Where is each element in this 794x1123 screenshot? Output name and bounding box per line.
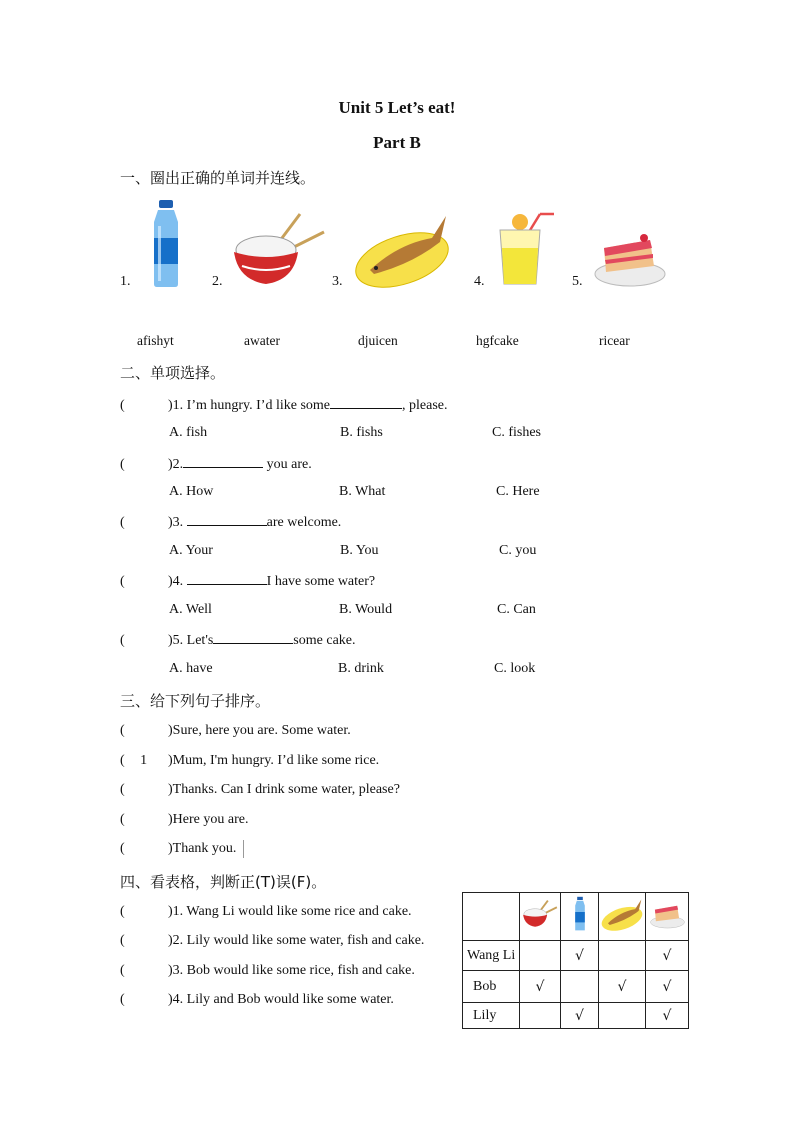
- table-cell: [520, 941, 561, 971]
- option: B. drink: [338, 661, 384, 676]
- table-cell: [599, 1003, 646, 1029]
- question-2: ( )2. you are.: [120, 457, 312, 472]
- option: B. fishs: [340, 425, 383, 440]
- option: A. How: [169, 484, 214, 499]
- row-name: Wang Li: [463, 941, 520, 971]
- item-number: 4.: [474, 274, 485, 289]
- section2-heading: 二、单项选择。: [120, 364, 226, 382]
- page-subtitle: Part B: [373, 133, 421, 152]
- answer-paren[interactable]: (: [120, 812, 125, 827]
- scrambled-word: afishyt: [137, 333, 174, 348]
- tf-statement: ( )2. Lily would like some water, fish and cake.: [120, 933, 425, 948]
- option: A. Your: [169, 543, 213, 558]
- option: A. have: [169, 661, 213, 676]
- item-number: 5.: [572, 274, 583, 289]
- option: C. look: [494, 661, 536, 676]
- table-row: [463, 941, 689, 971]
- ordering-item: ( )Here you are.: [120, 812, 249, 827]
- table-cell: √: [646, 971, 689, 1003]
- cake-icon: [592, 226, 666, 288]
- scrambled-word: awater: [244, 333, 280, 348]
- option: B. You: [340, 543, 379, 558]
- table-cell: [599, 941, 646, 971]
- option: B. What: [339, 484, 386, 499]
- answer-paren[interactable]: (: [120, 841, 125, 856]
- table-cell: √: [646, 941, 689, 971]
- blank: [213, 631, 293, 644]
- question-4: ( )4. I have some water?: [120, 574, 376, 589]
- question-3: ( )3. are welcome.: [120, 515, 342, 530]
- answer-paren[interactable]: (: [120, 963, 125, 978]
- food-table: [462, 892, 689, 1029]
- question-1: ( )1. I’m hungry. I’d like some , please.: [120, 398, 448, 413]
- section1-heading: 一、圈出正确的单词并连线。: [120, 169, 316, 187]
- table-cell: √: [599, 971, 646, 1003]
- option: C. you: [499, 543, 537, 558]
- item-number: 2.: [212, 274, 223, 289]
- answer-paren[interactable]: (: [120, 992, 125, 1007]
- table-cell: [520, 1003, 561, 1029]
- item-number: 3.: [332, 274, 343, 289]
- answer-paren[interactable]: (: [120, 515, 125, 530]
- water-bottle-icon: [572, 894, 588, 934]
- option: A. Well: [169, 602, 212, 617]
- table-header-cell: [561, 893, 599, 941]
- answer-paren[interactable]: (: [120, 574, 125, 589]
- text-cursor: [243, 840, 244, 858]
- option: C. fishes: [492, 425, 541, 440]
- answer-paren[interactable]: (: [120, 633, 125, 648]
- page-title: Unit 5 Let’s eat!: [338, 98, 456, 117]
- item-number: 1.: [120, 274, 131, 289]
- scrambled-word: ricear: [599, 333, 630, 348]
- juice-glass-icon: [494, 210, 558, 286]
- answer-paren[interactable]: (: [120, 723, 125, 738]
- blank: [187, 572, 267, 585]
- table-row: [463, 971, 689, 1003]
- table-cell: √: [646, 1003, 689, 1029]
- table-corner: [463, 893, 520, 941]
- fish-plate-icon: [352, 208, 452, 290]
- answer-paren[interactable]: (: [120, 457, 125, 472]
- water-bottle-icon: [146, 198, 186, 288]
- option: B. Would: [339, 602, 393, 617]
- table-cell: √: [520, 971, 561, 1003]
- table-cell: √: [561, 1003, 599, 1029]
- ordering-item: ( )Thanks. Can I drink some water, please?: [120, 782, 400, 797]
- answer-paren[interactable]: (: [120, 782, 125, 797]
- rice-bowl-icon: [521, 899, 559, 929]
- option: C. Here: [496, 484, 540, 499]
- cake-icon: [649, 899, 685, 929]
- table-header-cell: [599, 893, 646, 941]
- tf-statement: ( )4. Lily and Bob would like some water.: [120, 992, 394, 1007]
- fish-plate-icon: [600, 896, 644, 932]
- section3-heading: 三、给下列句子排序。: [120, 692, 271, 710]
- section4-heading: 四、看表格，判断正(T)误(F)。: [120, 873, 327, 891]
- answer-paren[interactable]: (: [120, 398, 125, 413]
- table-cell: √: [561, 941, 599, 971]
- table-cell: [561, 971, 599, 1003]
- scrambled-word: hgfcake: [476, 333, 519, 348]
- row-name: Lily: [463, 1003, 520, 1029]
- question-5: ( )5. Let's some cake.: [120, 633, 356, 648]
- answer-paren[interactable]: (: [120, 933, 125, 948]
- ordering-item: ( )Thank you.: [120, 841, 237, 856]
- blank: [330, 396, 402, 409]
- blank: [187, 513, 267, 526]
- answer-paren[interactable]: (: [120, 904, 125, 919]
- blank: [183, 455, 263, 468]
- table-header-cell: [520, 893, 561, 941]
- ordering-item: ( 1 )Mum, I'm hungry. I’d like some rice.: [120, 753, 380, 768]
- rice-bowl-icon: [230, 210, 328, 290]
- option: A. fish: [169, 425, 208, 440]
- tf-statement: ( )1. Wang Li would like some rice and cake.: [120, 904, 412, 919]
- answer-paren[interactable]: ( 1: [120, 753, 148, 768]
- table-row: [463, 1003, 689, 1029]
- row-name: Bob: [463, 971, 520, 1003]
- ordering-item: ( )Sure, here you are. Some water.: [120, 723, 351, 738]
- table-header-cell: [646, 893, 689, 941]
- scrambled-word: djuicen: [358, 333, 398, 348]
- option: C. Can: [497, 602, 536, 617]
- tf-statement: ( )3. Bob would like some rice, fish and cake.: [120, 963, 415, 978]
